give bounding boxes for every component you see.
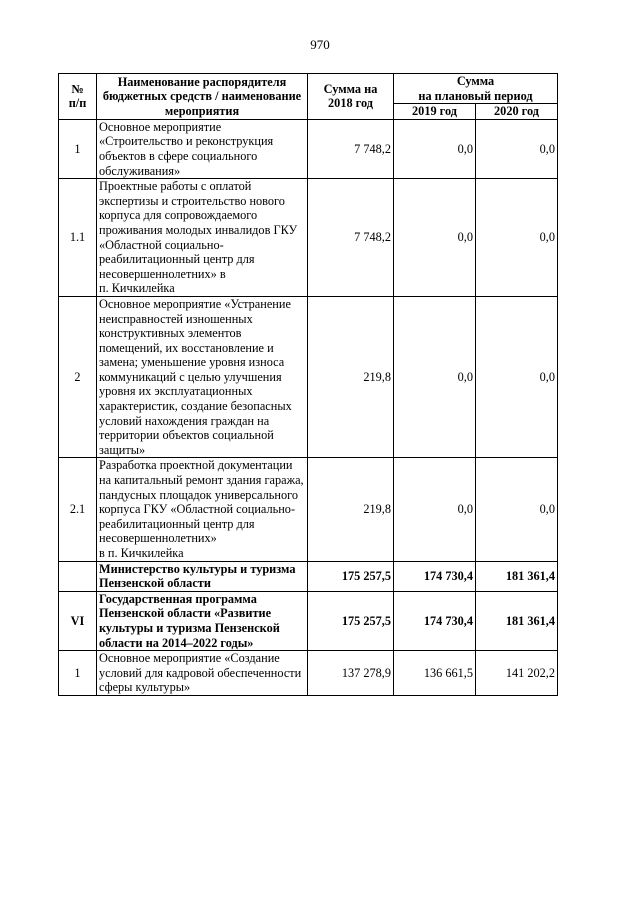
table-body bbox=[59, 119, 558, 695]
table-row bbox=[59, 651, 558, 696]
row-number: 2.1 bbox=[59, 458, 97, 561]
header-2019: 2019 год bbox=[394, 104, 476, 120]
header-num: № п/п bbox=[59, 74, 97, 120]
row-name: Разработка проектной документации на капитальный ремонт здания гаража, пандусных площадок универсального корпуса ГКУ «Областной социально-реабилитационный центр для несовершеннолетних» в п. Кичкилейка bbox=[97, 458, 308, 561]
row-value-2018: 219,8 bbox=[308, 458, 394, 561]
row-value-2019: 0,0 bbox=[394, 179, 476, 297]
row-value-2020: 0,0 bbox=[476, 296, 558, 458]
row-value-2020: 0,0 bbox=[476, 119, 558, 178]
table-row bbox=[59, 458, 558, 561]
row-value-2018: 7 748,2 bbox=[308, 119, 394, 178]
header-sum-plan: Сумма на плановый период bbox=[394, 74, 558, 104]
row-number bbox=[59, 561, 97, 591]
row-value-2020: 0,0 bbox=[476, 179, 558, 297]
row-number: 1 bbox=[59, 651, 97, 696]
page-number: 970 bbox=[310, 37, 330, 52]
row-value-2018: 175 257,5 bbox=[308, 561, 394, 591]
table-header bbox=[59, 74, 558, 120]
row-value-2020: 0,0 bbox=[476, 458, 558, 561]
row-name: Проектные работы с оплатой экспертизы и строительство нового корпуса для сопровождаемого проживания молодых инвалидов ГКУ «Областной социально-реабилитационный центр для несовершеннолетних» в п. Кичкилейка bbox=[97, 179, 308, 297]
row-value-2018: 137 278,9 bbox=[308, 651, 394, 696]
table-row bbox=[59, 591, 558, 650]
row-value-2018: 175 257,5 bbox=[308, 591, 394, 650]
row-value-2020: 181 361,4 bbox=[476, 591, 558, 650]
row-value-2020: 141 202,2 bbox=[476, 651, 558, 696]
row-value-2019: 0,0 bbox=[394, 296, 476, 458]
table-row bbox=[59, 119, 558, 178]
row-value-2019: 0,0 bbox=[394, 458, 476, 561]
row-number: 2 bbox=[59, 296, 97, 458]
row-value-2019: 0,0 bbox=[394, 119, 476, 178]
table-row bbox=[59, 296, 558, 458]
table-row bbox=[59, 179, 558, 297]
row-value-2018: 219,8 bbox=[308, 296, 394, 458]
row-number: 1 bbox=[59, 119, 97, 178]
row-value-2019: 174 730,4 bbox=[394, 561, 476, 591]
table-row bbox=[59, 561, 558, 591]
row-number: VI bbox=[59, 591, 97, 650]
budget-table bbox=[58, 73, 558, 696]
row-name: Министерство культуры и туризма Пензенской области bbox=[97, 561, 308, 591]
row-value-2018: 7 748,2 bbox=[308, 179, 394, 297]
header-2020: 2020 год bbox=[476, 104, 558, 120]
row-name: Государственная программа Пензенской области «Развитие культуры и туризма Пензенской области на 2014–2022 годы» bbox=[97, 591, 308, 650]
row-name: Основное мероприятие «Создание условий для кадровой обеспеченности сферы культуры» bbox=[97, 651, 308, 696]
row-number: 1.1 bbox=[59, 179, 97, 297]
row-name: Основное мероприятие «Устранение неисправностей изношенных конструктивных элементов помещений, их восстановление и замена; уменьшение уровня износа коммуникаций с целью улучшения уровня их эксплуатационных характеристик, создание безопасных условий нахождения граждан на территории объектов социальной защиты» bbox=[97, 296, 308, 458]
row-value-2019: 136 661,5 bbox=[394, 651, 476, 696]
row-value-2020: 181 361,4 bbox=[476, 561, 558, 591]
row-value-2019: 174 730,4 bbox=[394, 591, 476, 650]
header-name: Наименование распорядителя бюджетных средств / наименование мероприятия bbox=[97, 74, 308, 120]
row-name: Основное мероприятие «Строительство и реконструкция объектов в сфере социального обслуживания» bbox=[97, 119, 308, 178]
header-sum-2018: Сумма на 2018 год bbox=[308, 74, 394, 120]
